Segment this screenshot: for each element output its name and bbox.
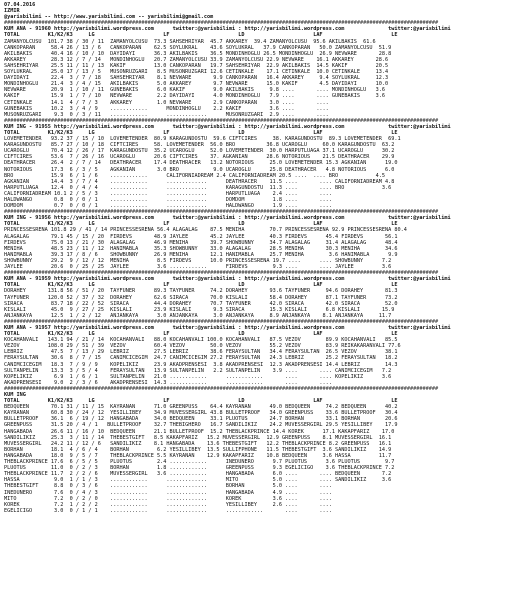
ratings-line: SAHSEHRIYAR 25.5 11 / 11 / 13 KAKIF 13.0 CANKOPARAN 19.7 SAHSEHRIYAR 22.9 AKILBAKIS 14.5 KAKIF 20.5 [4, 62, 389, 69]
ratings-line: KAYRANAN 60.8 30 / 24 / 12 YESILLIBEY 34.9 MUVESSERGIRL 43.8 BULLETPROOF 34.0 GREENPUSS 33.6 BULLETPROOF 30.4 [4, 410, 398, 417]
ratings-line: FIRDEVS 75.0 13 / 21 / 30 ALAGALAG 46.9 MENIHA 39.7 SHOWBUNNY 34.7 ALAGALAG 31.4 ALAGALAG 48.4 [4, 239, 398, 246]
ratings-line: UCAROGLU 70.4 12 / 26 / 17 KARAGUNDOSTU 35.2 UCAROGLU 52.0 LOVEMETENDER 30.0 HARPUTLUAGA 37.1 UCAROGLU 30.2 [4, 148, 395, 155]
ratings-line: CANIMCICEGIM 18.3 7 / 9 / 9 KOPELIKIZ 23.9 AKADPRENSESI 3.8 AKADPRENSESI 12.3 AKADPRENSESI 14.4 LEBRIZ 14.3 [4, 361, 398, 368]
ratings-line: AKILBAKIS 40.4 16 / 10 / 10 DAYIDAYI 36.3 AKILBAKIS 36.5 MONDINHOGLU 26.5 MONDINHOGLU 26.9 NEVWARE 28.8 [4, 50, 392, 57]
ratings-line: MUVESSERGIRL 24.2 11 / 12 / 6 SANDILIKIZ 8.1 HANGABADA 13.6 THEBESTGIFT 12.2 THEBLACKPRINCE 8.2 GREENPUSS 16.1 [4, 440, 392, 447]
ratings-line: TOTAL K1/K2/K3 LG LF LD LAF LE [4, 129, 398, 136]
ratings-line: DOMDOM 0.7 0 / 0 / 1 ............ ............. HALDWANGO 1.9 .... .... [4, 203, 336, 210]
ratings-line: THEBLACKPRINCE 11.7 2 / 2 / 6 MUVESSERGIRL 3.6 ............ HANGABADA 6.0 .... .... BEDQUEEN 7.2 [4, 471, 392, 478]
ratings-line: GREENPUSS 31.5 20 / 4 / 1 BULLETPROOF 32.7 THEBIGHERO 16.7 SANDILIKIZ 24.2 MUVESSERGIRL 29.5 YESILLIBEY 17.9 [4, 422, 398, 429]
ratings-line: THEBLACKPRINCE 17.6 6 / 5 / 5 PLUOTUS 2.4 ............ INEDUNERO 9.7 PLUOTUS 3.6 PLUOTUS 9.7 [4, 459, 395, 466]
ratings-line: SHOWBUNNY 29.2 9 / 12 / 12 MENIHA 8.5 FIRDEVS 10.0 PRINCESSESRENA 19.7 .... .... SHOWBUNNY 7.2 [4, 257, 392, 264]
ratings-line: DORAHEY 131.8 56 / 51 / 20 TAYFUNER 89.3 TAYFUNER 74.2 DORAHEY 93.6 TAYFUNER 94.6 DORAHEY 81.3 [4, 288, 398, 295]
ratings-line: TOTAL K1/K2/K3 LG LF LD LAF LE [4, 32, 398, 39]
separator-line: ########################################################################################################################################### [4, 209, 439, 216]
ratings-line: LEBRIZ 47.5 7 / 13 / 29 LEBRIZ 27.5 LEBRIZ 38.6 FERAYSULTAN 34.4 FERAYSULTAN 26.5 VEZOV 38.1 [4, 349, 398, 356]
ratings-line: DEATHRACER 26.4 2 / 7 / 14 DEATHRACER 17.4 DEATHRACER 13.2 NOTORIOUS 25.0 LOVEMETENDER 15.3 AGKANIAN 19.0 [4, 160, 398, 167]
ratings-line: MENIHA 48.5 23 / 11 / 12 HANIMABLA 35.3 SHOWBUNNY 33.0 ALAGALAG 28.5 MENIHA 30.3 MENIHA 34.6 [4, 245, 398, 252]
ratings-line: GUNEBAKIS 10.2 3 / 4 / 9 ............ MONDINHOGLU 2.2 KAKIF 3.6 .... .... [4, 105, 332, 112]
ratings-line: AKKAREY 28.3 12 / 7 / 14 MONDINHOGLU 20.7 ZAMANYOLCUSU 33.9 ZAMANYOLCUSU 22.9 NEVWARE 16.1 AKKAREY 28.6 [4, 56, 389, 63]
ratings-line: MUSONRUZGARI 9.3 0 / 3 / 11 ............ ............. MUSONRUZGARI 2.9 .... .... [4, 111, 332, 118]
ratings-line: ALAGALAG 79.1 45 / 15 / 20 FIRDEVS 48.9 JAYLEE 45.2 JAYLEE 40.3 FIRDEVS 45.4 FIRDEVS 56.1 [4, 233, 398, 240]
ratings-line: AGKANIAN 14.4 3 / 7 / 4 ............ ............. DEATHRACER 11.5 .... .... CALIFORNIADREAM 4.8 [4, 178, 395, 185]
ratings-line: SULTANPELIN 13.3 3 / 5 / 4 FERAYSULTAN 13.9 SULTANPELIN 2.2 SULTANPELIN 3.9 .... .... CANIMCICEGIM 7.2 [4, 367, 392, 374]
ratings-line: KAKIF 15.9 1 / 7 / 10 NEVWARE 2.2 DAYIDAYI 4.0 MONDINHOGLU 7.9 .... .... GUNEBAKIS 3.6 [4, 93, 386, 100]
ratings-line: BRO 15.9 6 / 1 / 6 ............ CALIFORNIADREAM 2.4 CALIFORNIADREAM 20.5 .... .... BRO 4.5 [4, 172, 386, 179]
ratings-line: KISLALI 45.0 9 / 27 / 25 KISLALI 23.9 KISLALI 9.3 SIRACA 15.3 KISLALI 6.8 KISLALI 15.9 [4, 306, 395, 313]
ratings-line: FERAYSULTAN 30.6 8 / 7 / 15 CANIMCICEGIM 24.7 CANIMCICEGIM 27.2 FERAYSULTAN 24.3 LEBRIZ 25.2 FERAYSULTAN 18.2 [4, 355, 398, 362]
ratings-line: TAYFUNER 120.0 52 / 37 / 32 DORAHEY 62.6 SIRACA 70.0 KISLALI 58.4 DORAHEY 87.1 TAYFUNER 73.2 [4, 294, 398, 301]
ratings-line: CIFTCIRES 53.6 7 / 26 / 16 UCAROGLU 20.6 CIFTCIRES 37. AGKANIAN 28.6 NOTORIOUS 21.5 DEATHRACER 29.9 [4, 154, 395, 161]
ratings-line: SOYLUKRAL 25.0 17 / 13 / 5 MUSONRUZGARI 8.5 MUSONRUZGARI 12.6 CETINKALE 17.1 CETINKALE 10.0 CETINKALE 13.4 [4, 69, 389, 76]
ratings-line: KOCAHANVALI 143.1 94 / 21 / 14 KOCAHANVALI 88.0 KOCAHANVALI 100.0 KOCAHANVALI 87.5 VEZOV 89.9 KOCAHANVALI 85.5 [4, 337, 398, 344]
ratings-line: DAYIDAYI 22.4 3 / 7 / 18 SAHSEHRIYAR 8.1 NEVWARE 9.9 CANKOPARAN 16.4 AKKAREY 9.4 SOYLUKRAL 12.3 [4, 75, 389, 82]
ratings-line: PRINCESSESRENA 101.8 29 / 41 / 14 PRINCESSESRENA 56.4 ALAGALAG 87.5 MENIHA 70.7 PRINCESSESRENA 92.9 PRINCESSESRENA 80.4 [4, 227, 407, 234]
contact-line: @yarisbilimi -- http://www.yarisbilimi.com -- yarisbilimi@gmail.com [4, 14, 214, 21]
report-date: 07.04.2016 [4, 2, 36, 8]
ratings-line: MITO 7.2 0 / 2 / 0 ............ ............. KOREK 3.6 .... .... [4, 495, 336, 502]
ratings-line: LOVEMETENDER 93.2 37 / 15 / 10 LOVEMETENDER 80.9 KARAGUNDOSTU 59.6 CIFTCIRES 38. KARAGUNDOSTU 89.3 LOVEMETENDER 69.1 [4, 136, 401, 143]
ratings-line: KUM ING - 91955 http://yarisbilimi.wordpress.com twitter:@yarisbilimi : http://yarisbilimi.wordpress.com twitter:@yarisbilimi [4, 123, 451, 130]
ratings-line: INEDUNERO 7.6 0 / 4 / 3 ............ ............. HANGABADA 4.9 .... .... [4, 489, 336, 496]
ratings-lines [4, 20, 529, 514]
ratings-line: EGELICIGO 3.0 0 / 1 / 1 ............ ............. ............ .... .... [4, 507, 336, 514]
ratings-line: BEDQUEEN 70.1 31 / 11 / 15 KAYRANAN 71.0 GREENPUSS 64.4 KAYRANAN 49.0 BEDQUEEN 74.2 BEDQUEEN 40.2 [4, 404, 398, 411]
ratings-line: TOTAL K1/K2/K3 LG LF LD LAF LE [4, 331, 398, 338]
ratings-line: BULLETPROOF 36.1 6 / 19 / 12 HANGABADA 34.0 BEDQUEEN 33.1 PLUOTUS 24.7 BORHAN 33.1 BORHAN 20.6 [4, 416, 398, 423]
ratings-line: MONDINHOGLU 21.4 3 / 4 / 15 AKILBAKIS 5.0 AKKAREY 9.7 NEVWARE 15.0 KAKIF 4.5 DAYIDAYI 10.0 [4, 81, 389, 88]
ratings-line: ZAMANYOLCUSU 101.7 38 / 30 / 11 ZAMANYOLCUSU 73.3 SAHSEHRIYAR 45.7 AKKAREY 39.4 ZAMANYOLCUSU 95.6 AKILBAKIS 61.6 [4, 38, 376, 45]
separator-line: ########################################################################################################################################### [4, 385, 439, 392]
ratings-line: TOTAL K1/K2/K3 LG LF LD LAF LE [4, 282, 398, 289]
ratings-line: KOREK 7.2 1 / 2 / 2 ............ ............. YESILLIBEY 2.6 .... .... [4, 501, 336, 508]
ratings-line: BORHAN 18.1 4 / 6 / 4 BORHAN 6.2 YESILLIBEY 13.5 SULLIFPHONE 11.5 THEBESTGIFT 3.6 SANDILIKIZ 14.9 [4, 446, 392, 453]
ratings-line: HANGABADA 26.6 11 / 16 / 10 BEDQUEEN 21.1 BULLETPROOF 15.2 THEBLACKPRINCE 14.4 KOREK 17.1 KAKAPFARIZ 17.0 [4, 428, 395, 435]
ratings-line: CANKOPARAN 58.4 26 / 13 / 6 CANKOPARAN 62.5 SOYLUKRAL 43.6 SOYLUKRAL 37.9 CANKOPARAN 50.0 ZAMANYOLCUSU 51.9 [4, 44, 392, 51]
separator-line: ########################################################################################################################################### [4, 20, 439, 27]
ratings-line: HALDWANGO 0.8 0 / 0 / 1 ............ ............. DOMDOM 1.8 .... .... [4, 197, 336, 203]
ratings-line: JAYLEE 20.6 0 / 25 / 25 JAYLEE 3.6 ............ FIRDEVS 9.3 .... .... JAYLEE 3.6 [4, 264, 392, 271]
ratings-line: KUM ANA - 91959 http://yarisbilimi.wordpress.com twitter:@yarisbilimi : http://yarisbilimi.wordpress.com twitter:@yarisbilimi [4, 276, 451, 283]
ratings-line: NEVWARE 20.9 1 / 10 / 11 GUNEBAKIS 6.0 KAKIF 9.0 AKILBAKIS 9.8 .... .... MONDINHOGLU 3.6 [4, 87, 386, 94]
ratings-line: HANIMABLA 39.3 17 / 8 / 6 SHOWBUNNY 26.9 MENIHA 12.1 HANIMABLA 25.7 MENIHA 3.6 HANIMABLA 9.9 [4, 251, 398, 258]
separator-line: ########################################################################################################################################### [4, 318, 439, 325]
ratings-line: KUM ING - 91956 http://yarisbilimi.wordpress.com twitter:@yarisbilimi : http://yarisbilimi.wordpress.com twitter:@yarisbilimi [4, 215, 451, 222]
ratings-line: HASSA 9.0 1 / 1 / 3 ............ ............. MITO 5.0 .... .... SANDILIKIZ 3.6 [4, 477, 392, 484]
ratings-line: CETINKALE 14.1 4 / 7 / 3 AKKAREY 1.0 NEVWARE 2.9 CANKOPARAN 3.0 .... .... [4, 99, 332, 106]
ratings-line: SANDILIKIZ 25.3 3 / 11 / 14 THEBESTGIFT 8.5 KAKAPFARIZ 15.2 MUVESSERGIRL 12.9 GREENPUSS 8.1 MUVESSERGIRL 16.1 [4, 434, 392, 441]
ratings-line: KUM ANA - 91960 http://yarisbilimi.wordpress.com twitter:@yarisbilimi : http://yarisbilimi.wordpress.com twitter:@yarisbilimi [4, 26, 451, 33]
ratings-line: AKADPRENSESI 9.0 2 / 3 / 6 AKADPRENSESI 14.3 ............ ............ .... .... [4, 379, 336, 386]
ratings-line: KUM ANA - 91957 http://yarisbilimi.wordpress.com twitter:@yarisbilimi : http://yarisbilimi.wordpress.com twitter:@yarisbilimi [4, 324, 451, 331]
separator-line: ########################################################################################################################################### [4, 270, 439, 277]
ratings-line: VEZOV 108.0 29 / 51 / 39 VEZOV 60.4 VEZOV 50.0 VEZOV 55.2 VEZOV 83.9 REIKAKARANVALI 77.6 [4, 343, 401, 350]
report-city: IZMIR [4, 8, 20, 15]
ratings-line: ANJANKAYA 12.5 1 / 2 / 12 ANJANKAYA 3.0 ANJANKAYA 3.0 ANJANKAYA 8.9 ANJANKAYA 8.1 ANJANKAYA 11.7 [4, 312, 392, 319]
ratings-line: HARPUTLUAGA 12.4 0 / 4 / 4 ............ ............. KARAGUNDOSTU 11.3 .... .... BRO 3.6 [4, 184, 392, 191]
ratings-line: KUM ING [4, 392, 26, 398]
ratings-line: THEBESTGIFT 8.8 0 / 3 / 6 ............ ............. BORHAN 5.0 .... .... [4, 483, 336, 490]
ratings-line: PLUOTUS 11.0 0 / 2 / 3 BORHAN 1.8 ............ GREENPUSS 9.3 EGELICIGO 3.6 THEBLACKPRINCE 7.2 [4, 465, 395, 472]
ratings-line: KOPELIKIZ 6.9 1 / 6 / 1 SULTANPELIN 21.0 ............ ............ .... .... KOPELIKIZ 3.6 [4, 373, 392, 380]
ratings-line: CALIFORNIADREAM 10.1 2 / 5 / 3 ............ ............. HARPUTLUAGA 2.4 .... .... [4, 190, 336, 197]
ratings-line: KARAGUNDOSTU 85.7 27 / 10 / 18 CIFTCIRES 58. LOVEMETENDER 56.0 BRO 36.8 UCAROGLU 60.0 KARAGUNDOSTU 63.2 [4, 142, 395, 149]
ratings-line: NOTORIOUS 17.3 6 / 3 / 5 AGKANIAN 3.0 BRO 9.0 UCAROGLU 25.8 DEATHRACER 4.8 NOTORIOUS 6.0 [4, 166, 395, 173]
separator-line: ########################################################################################################################################### [4, 117, 439, 124]
ratings-line: SIRACA 83.7 18 / 22 / 52 SIRACA 44.4 DORAHEY 70.7 TAYFUNER 42.0 SIRACA 42.0 SIRACA 52.0 [4, 300, 398, 307]
ratings-line: HANGABADA 18.0 9 / 5 / 7 THEBLACKPRINCE 5.5 KAYRANAN 12.9 KAKAPFARIZ 10.8 BEDQUEEN 3.6 HASSA 11.7 [4, 452, 392, 459]
ratings-line: TOTAL K1/K2/K3 LG LF LD LAF LE [4, 221, 398, 228]
ratings-line: TOTAL K1/K2/K3 LG LF LD LAF LE [4, 398, 398, 405]
